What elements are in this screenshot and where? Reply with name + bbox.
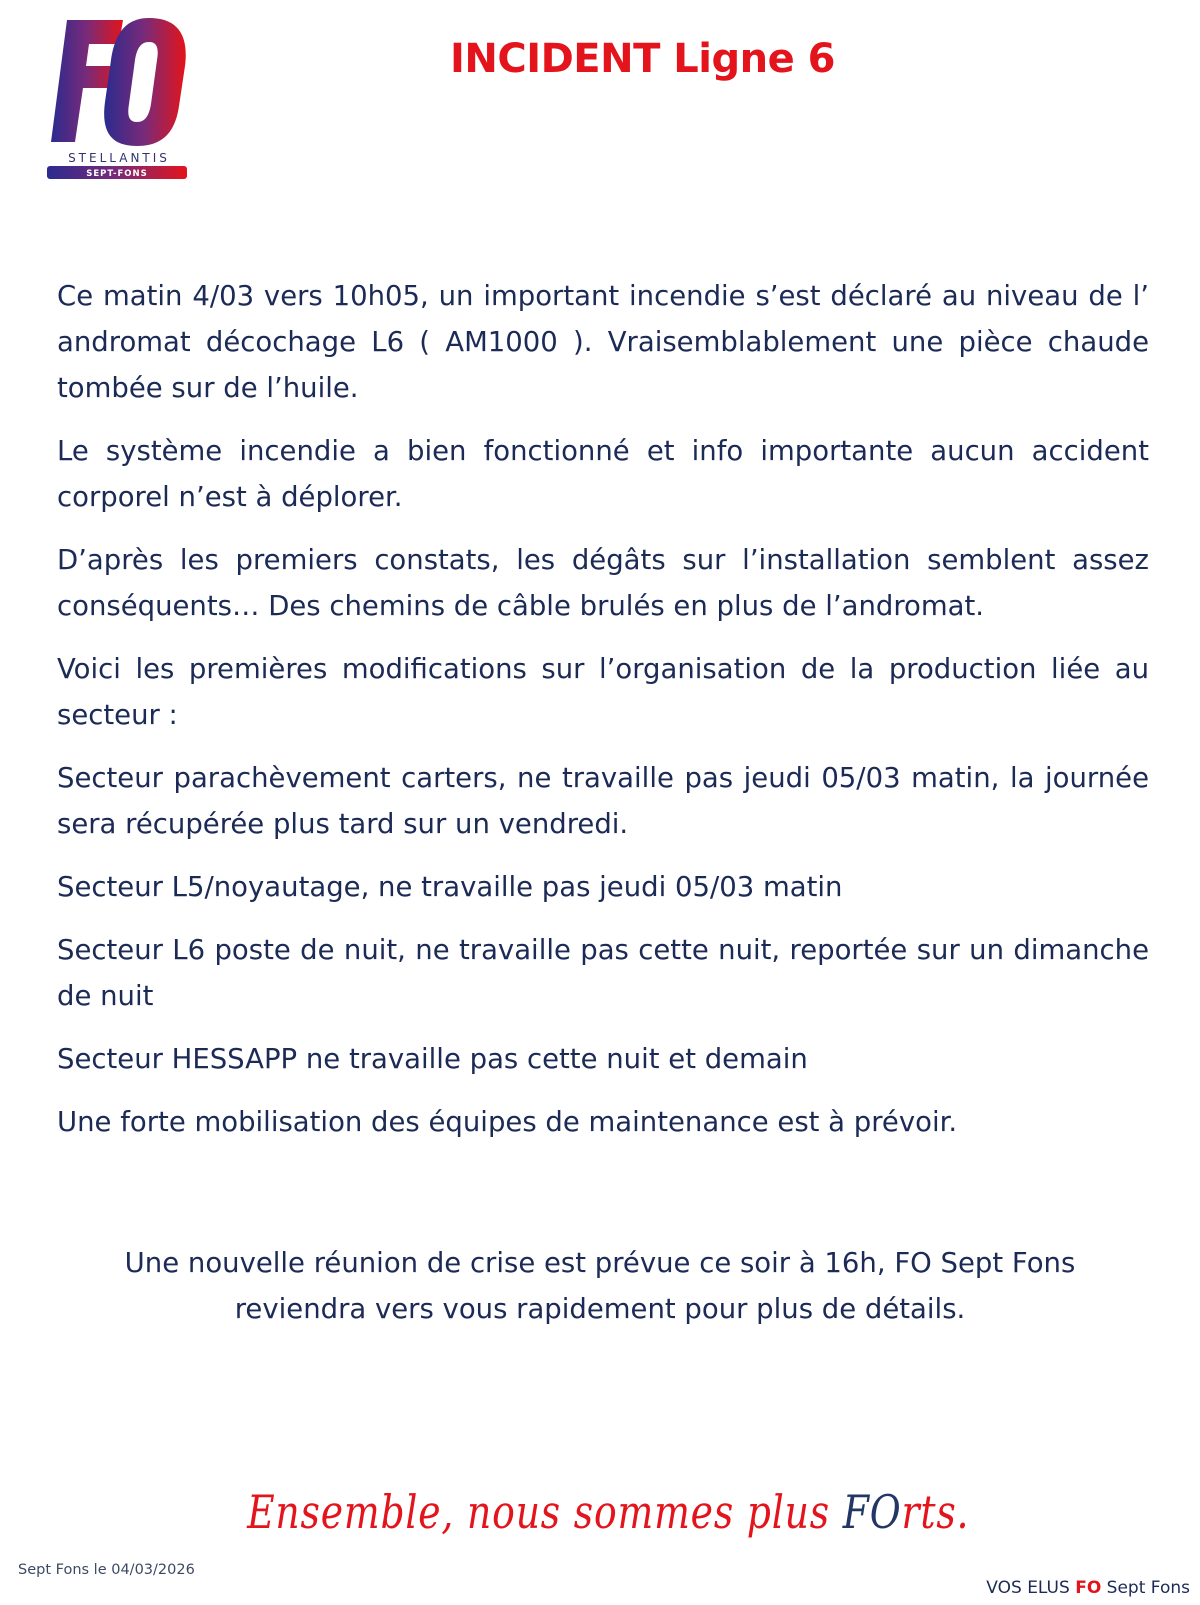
paragraph-damage: D’après les premiers constats, les dégâts sur l’installation semblent assez conséquents… Des chemins de câble brulés en plus de l’andromat. [57,544,1149,622]
closing-line-2: reviendra vers vous rapidement pour plus de détails. [234,1293,966,1325]
signature-prefix: VOS ELUS [986,1578,1076,1598]
slogan-fo: FO [842,1485,902,1539]
body-text [57,273,1149,1162]
signature [986,1578,1190,1598]
paragraph-sector-l6: Secteur L6 poste de nuit, ne travaille pas cette nuit, reportée sur un dimanche de nuit [57,934,1149,1012]
paragraph-incident: Ce matin 4/03 vers 10h05, un important incendie s’est déclaré au niveau de l’ andromat décochage L6 ( AM1000 ). Vraisemblablement une pièce chaude tombée sur de l’huile. [57,280,1149,404]
svg-text:SEPT-FONS: SEPT-FONS [86,169,148,179]
signature-fo: FO [1075,1578,1102,1598]
closing-message [0,1240,1200,1332]
slogan [108,1485,1092,1539]
document-date: Sept Fons le 04/03/2026 [18,1562,195,1578]
paragraph-sector-carters: Secteur parachèvement carters, ne travaille pas jeudi 05/03 matin, la journée sera récupérée plus tard sur un vendredi. [57,762,1149,840]
closing-line-1: Une nouvelle réunion de crise est prévue ce soir à 16h, FO Sept Fons [124,1247,1076,1279]
paragraph-sector-l5: Secteur L5/noyautage, ne travaille pas jeudi 05/03 matin [57,871,843,903]
slogan-end: rts. [901,1485,970,1539]
paragraph-sector-hessapp: Secteur HESSAPP ne travaille pas cette nuit et demain [57,1043,808,1075]
paragraph-maintenance: Une forte mobilisation des équipes de maintenance est à prévoir. [57,1106,958,1138]
slogan-text: Ensemble, nous sommes plus [247,1485,843,1539]
svg-text:STELLANTIS: STELLANTIS [68,151,170,165]
signature-suffix: Sept Fons [1101,1578,1190,1598]
paragraph-modifications-intro: Voici les premières modifications sur l’organisation de la production liée au secteur : [57,653,1149,731]
document-title: INCIDENT Ligne 6 [449,36,835,82]
paragraph-fire-system: Le système incendie a bien fonctionné et info importante aucun accident corporel n’est à déplorer. [57,435,1149,513]
